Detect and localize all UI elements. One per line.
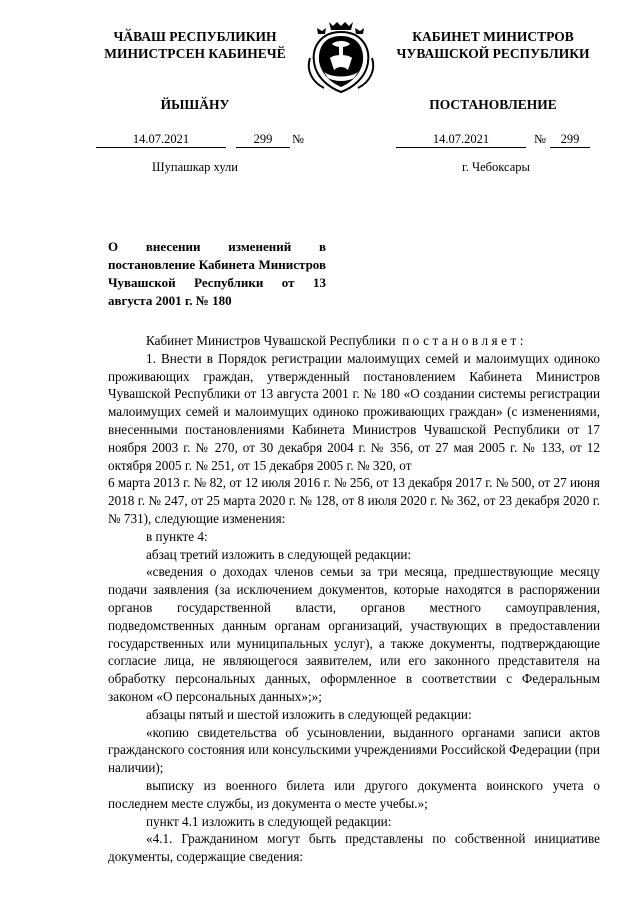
document-body — [108, 332, 600, 866]
paragraph: 1. Внести в Порядок регистрации малоимущих семей и малоимущих одиноко проживающих граждан, утвержденный постановлением Кабинета Министров Чувашской Республики от 13 августа 2001 г. № 180 «О создании системы регистрации малоимущих семей и малоимущих одиноко проживающих граждан» (с изменениями, внесенными постановлениями Кабинета Министров Чувашской Республики от 17 ноября 2003 г. № 270, от 30 декабря 2004 г. № 356, от 27 мая 2005 г. № 133, от 12 октября 2005 г. № 251, от 15 декабря 2005 г. № 320, от — [108, 350, 600, 473]
left-header — [90, 28, 300, 62]
intro-prefix: Кабинет Министров Чувашской Республики — [146, 333, 396, 348]
paragraph: абзац третий изложить в следующей редакции: — [146, 546, 412, 562]
left-number-sign: № — [292, 132, 304, 146]
left-number: 299 — [236, 132, 290, 148]
paragraph: абзацы пятый и шестой изложить в следующей редакции: — [146, 706, 472, 722]
left-place: Шупашкар хули — [152, 160, 238, 174]
left-doc-type: ЙЫШӐНУ — [160, 97, 230, 112]
paragraph: «копию свидетельства об усыновлении, выданного органами записи актов гражданского состояния или консульскими учреждениями Российской Федерации (при наличии); — [108, 724, 600, 776]
left-header-line1: ЧӐВАШ РЕСПУБЛИКИН — [113, 29, 277, 44]
paragraph: 6 марта 2013 г. № 82, от 12 июля 2016 г. № 256, от 13 декабря 2017 г. № 500, от 27 июня 2018 г. № 247, от 25 марта 2020 г. № 128, от 8 июля 2020 г. № 362, от 23 декабря 2020 г. № 731), следующие изменения: — [108, 475, 600, 526]
right-header-line2: ЧУВАШСКОЙ РЕСПУБЛИКИ — [396, 46, 590, 61]
right-date-number — [396, 132, 590, 148]
intro-verb: постановляет: — [402, 333, 527, 348]
paragraph: «сведения о доходах членов семьи за три месяца, предшествующие месяцу подачи заявления (за исключением документов, которые находятся в распоряжении органов государственной власти, органов местного самоуправления, подведомственных данным органам организаций, участвующих в предоставлении государственных или муниципальных услуг), а также документы, подтверждающие согласие лица, не являющегося заявителем, или его законного представителя на обработку персональных данных, оформленное в соответствии с Федеральным законом «О персональных данных»;»; — [108, 564, 600, 704]
left-date-number — [96, 132, 304, 148]
right-header — [378, 28, 608, 62]
paragraph: в пункте 4: — [146, 528, 208, 544]
document-subject: О внесении изменений в постановление Кабинета Министров Чувашской Республики от 13 августа 2001 г. № 180 — [108, 239, 326, 308]
left-date: 14.07.2021 — [96, 132, 226, 148]
intro-paragraph — [108, 332, 600, 350]
right-number: 299 — [550, 132, 590, 148]
right-place: г. Чебоксары — [462, 160, 530, 174]
paragraph: «4.1. Гражданином могут быть представлены по собственной инициативе документы, содержащие сведения: — [108, 831, 600, 865]
right-doc-type: ПОСТАНОВЛЕНИЕ — [429, 97, 557, 112]
coat-of-arms-icon — [302, 18, 380, 96]
right-number-sign: № — [534, 132, 546, 146]
left-header-line2: МИНИСТРСЕН КАБИНЕЧӖ — [104, 46, 286, 61]
paragraph: выписку из военного билета или другого документа воинского учета о последнем месте службы, из документа о месте учебы.»; — [108, 777, 600, 811]
right-date: 14.07.2021 — [396, 132, 526, 148]
paragraph: пункт 4.1 изложить в следующей редакции: — [146, 813, 392, 829]
right-header-line1: КАБИНЕТ МИНИСТРОВ — [412, 29, 574, 44]
